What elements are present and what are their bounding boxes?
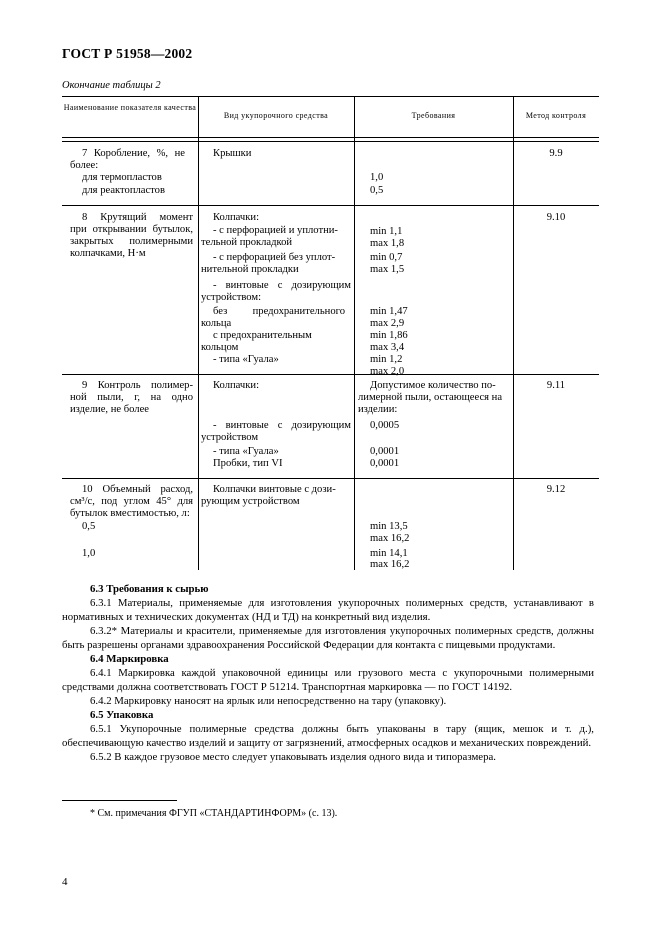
row7-req-1: 1,0 xyxy=(370,172,384,183)
row8-indicator-line3: закрытых полимерными xyxy=(70,236,193,247)
row7-indicator-line4: для реактопластов xyxy=(82,185,165,196)
row8-req-3: min 0,7 xyxy=(370,252,403,263)
row8-type-11: кольцом xyxy=(201,342,239,353)
section-6-3-title: 6.3 Требования к сырью xyxy=(90,583,209,595)
row8-indicator-line1: 8 Крутящий момент xyxy=(82,212,193,223)
table-caption: Окончание таблицы 2 xyxy=(62,80,161,91)
section-6-5-title: 6.5 Упаковка xyxy=(90,709,154,721)
row10-indicator-line1: 10 Объемный расход, xyxy=(82,484,193,495)
row8-req-5: min 1,47 xyxy=(370,306,408,317)
paragraph-6-4-1: 6.4.1 Маркировка каждой упаковочной единицы или грузового места с укупорочными полимерными средствами должна соответствовать ГОСТ Р 51214. Транспортная маркировка — по ГОСТ 14192. xyxy=(62,667,594,693)
row7-type: Крышки xyxy=(213,148,252,159)
row8-type-3: тельной прокладкой xyxy=(201,237,293,248)
row8-req-7: min 1,86 xyxy=(370,330,408,341)
row7-indicator-line1: 7 Коробление, %, не xyxy=(82,148,185,159)
row9-req-3: изделии: xyxy=(358,404,398,415)
row10-req-2: max 16,2 xyxy=(370,533,410,544)
row9-req-1: Допустимое количество по- xyxy=(370,380,496,391)
page-number: 4 xyxy=(62,876,68,888)
paragraph-6-3-2: 6.3.2* Материалы и красители, применяемые для изготовления укупорочных полимерных средств, должны быть разрешены органами здравоохранения Российской Федерации для контакта с пищевыми продуктами. xyxy=(62,625,594,651)
row10-req-3: min 14,1 xyxy=(370,548,408,559)
column-header-indicator: Наименование показателя качества xyxy=(63,103,197,112)
row8-type-6: - винтовые с дозирующим xyxy=(213,280,351,291)
row7-req-2: 0,5 xyxy=(370,185,384,196)
row9-req-2: лимерной пыли, остающееся на xyxy=(358,392,503,403)
column-header-method: Метод контроля xyxy=(525,111,587,120)
column-header-type: Вид укупорочного средства xyxy=(223,111,329,120)
body-text xyxy=(62,582,594,764)
row9-req-5: 0,0001 xyxy=(370,446,400,457)
row7-indicator-line3: для термопластов xyxy=(82,172,162,183)
row8-req-10: max 2,0 xyxy=(370,366,405,377)
row9-req-4: 0,0005 xyxy=(370,420,400,431)
row8-req-1: min 1,1 xyxy=(370,226,403,237)
row8-type-2: - с перфорацией и уплотни- xyxy=(213,225,338,236)
row7-indicator-line2: более: xyxy=(70,160,99,171)
row10-type-1: Колпачки винтовые с дози- xyxy=(213,484,336,495)
row10-req-4: max 16,2 xyxy=(370,559,410,570)
row8-req-4: max 1,5 xyxy=(370,264,405,275)
row8-method: 9.10 xyxy=(546,212,566,223)
row9-method: 9.11 xyxy=(546,380,566,391)
row8-type-9: кольца xyxy=(201,318,232,329)
row10-indicator-line3: бутылок вместимостью, л: xyxy=(70,508,190,519)
row9-indicator-line2: ной пыли, г, на одно xyxy=(70,392,193,403)
row9-req-6: 0,0001 xyxy=(370,458,400,469)
row10-indicator-line5: 1,0 xyxy=(82,548,96,559)
paragraph-6-4-2: 6.4.2 Маркировку наносят на ярлык или непосредственно на тару (упаковку). xyxy=(90,695,447,707)
row8-indicator-line2: при открывании бутылок, xyxy=(70,224,193,235)
row7-method: 9.9 xyxy=(549,148,563,159)
row10-method: 9.12 xyxy=(546,484,566,495)
row8-type-10: с предохранительным xyxy=(213,330,312,341)
row8-type-12: - типа «Гуала» xyxy=(213,354,279,365)
row10-indicator-line4: 0,5 xyxy=(82,521,96,532)
row8-req-9: min 1,2 xyxy=(370,354,403,365)
row9-indicator-line1: 9 Контроль полимер- xyxy=(82,380,193,391)
row9-indicator-line3: изделие, не более xyxy=(70,404,149,415)
document-code: ГОСТ Р 51958—2002 xyxy=(62,46,193,61)
row8-indicator-line4: колпачками, Н·м xyxy=(70,248,146,259)
row9-type-4: - типа «Гуала» xyxy=(213,446,279,457)
paragraph-6-3-1: 6.3.1 Материалы, применяемые для изготовления укупорочных полимерных средств, устанавливают в нормативных и технических документах (НД и ТД) на конкретный вид изделия. xyxy=(62,597,594,623)
row8-type-1: Колпачки: xyxy=(213,212,260,223)
row9-type-3: устройством xyxy=(201,432,259,443)
section-6-4-title: 6.4 Маркировка xyxy=(90,653,169,665)
row8-type-7: устройством: xyxy=(201,292,262,303)
row9-type-5: Пробки, тип VI xyxy=(213,458,283,469)
row8-type-4: - с перфорацией без уплот- xyxy=(213,252,336,263)
row10-req-1: min 13,5 xyxy=(370,521,408,532)
column-header-requirements: Требования xyxy=(411,111,456,120)
row8-req-8: max 3,4 xyxy=(370,342,405,353)
row8-req-6: max 2,9 xyxy=(370,318,405,329)
row10-indicator-line2: см³/с, под углом 45° для xyxy=(70,496,193,507)
row10-type-2: рующим устройством xyxy=(201,496,300,507)
row9-type-1: Колпачки: xyxy=(213,380,260,391)
row8-req-2: max 1,8 xyxy=(370,238,405,249)
footnote-divider xyxy=(62,800,177,801)
row8-type-5: нительной прокладки xyxy=(201,264,299,275)
paragraph-6-5-2: 6.5.2 В каждое грузовое место следует упаковывать изделия одного вида и типоразмера. xyxy=(90,751,496,763)
footnote: * См. примечания ФГУП «СТАНДАРТИНФОРМ» (с. 13). xyxy=(90,808,338,819)
paragraph-6-5-1: 6.5.1 Укупорочные полимерные средства должны быть упакованы в тару (ящик, мешок и т. д.), обеспечивающую качество изделий и защиту от загрязнений, атмосферных осадков и механических повреждений. xyxy=(62,723,594,749)
row8-type-8: без предохранительного xyxy=(213,306,345,317)
row9-type-2: - винтовые с дозирующим xyxy=(213,420,351,431)
